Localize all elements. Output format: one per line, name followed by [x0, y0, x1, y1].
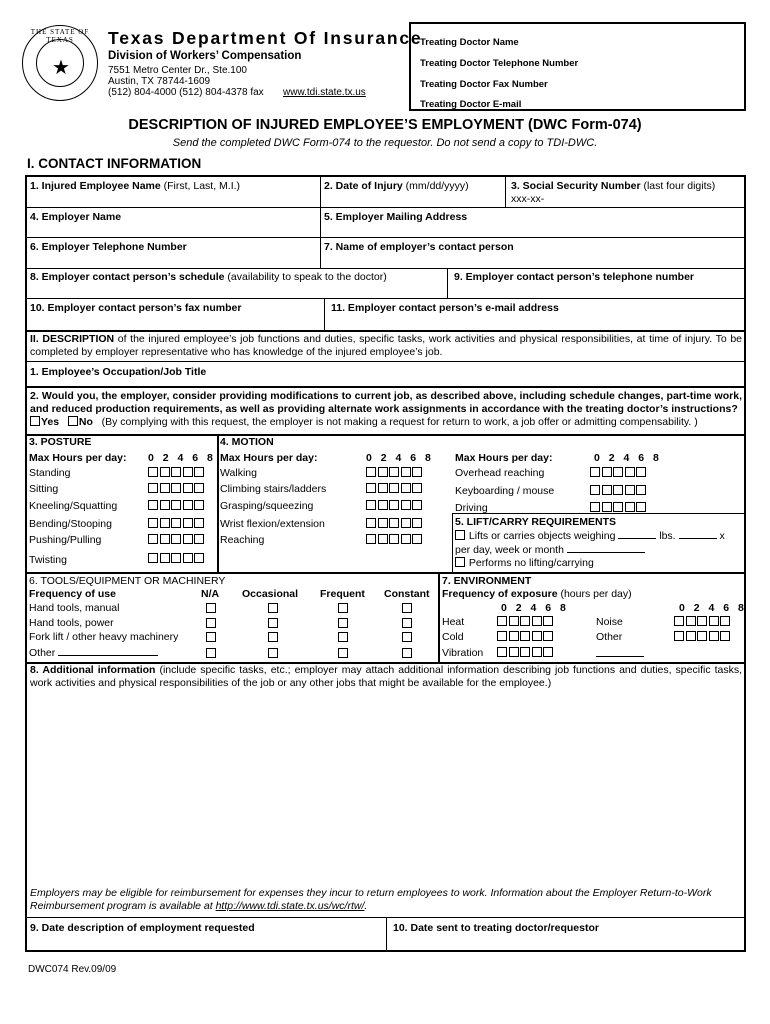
motion-hours-checkboxes — [366, 518, 424, 532]
hour-checkbox[interactable] — [366, 467, 376, 477]
no-checkbox[interactable] — [68, 416, 78, 426]
hour-checkbox[interactable] — [497, 647, 507, 657]
address-line-1: 7551 Metro Center Dr., Ste.100 — [108, 65, 247, 76]
divider — [27, 237, 744, 238]
hour-checkbox[interactable] — [720, 616, 730, 626]
env-hours-checkboxes — [674, 616, 732, 630]
tool-checkbox[interactable] — [206, 618, 216, 628]
hour-checkbox[interactable] — [160, 500, 170, 510]
hour-checkbox[interactable] — [171, 483, 181, 493]
no-label: No — [78, 416, 93, 428]
hour-checkbox[interactable] — [602, 467, 612, 477]
hour-checkbox[interactable] — [590, 502, 600, 512]
hour-checkbox[interactable] — [509, 616, 519, 626]
tool-checkbox[interactable] — [268, 603, 278, 613]
tool-checkbox[interactable] — [402, 632, 412, 642]
field-ssn[interactable]: 3. Social Security Number (last four digits) — [511, 180, 716, 192]
tools-item-label: Hand tools, manual — [29, 602, 120, 614]
seal-text: THE STATE OF TEXAS — [30, 28, 90, 44]
hour-checkbox[interactable] — [401, 534, 411, 544]
hour-checkbox[interactable] — [183, 518, 193, 528]
divider — [217, 434, 219, 572]
hour-checkbox[interactable] — [636, 467, 646, 477]
rtw-link[interactable]: http://www.tdi.state.tx.us/wc/rtw/ — [215, 900, 365, 912]
hour-checkbox[interactable] — [171, 518, 181, 528]
motion-label: Wrist flexion/extension — [220, 518, 325, 530]
hour-checkbox[interactable] — [686, 631, 696, 641]
hour-checkbox[interactable] — [412, 518, 422, 528]
other-env-blank[interactable] — [596, 656, 644, 657]
hour-checkbox[interactable] — [674, 631, 684, 641]
hour-checkbox[interactable] — [613, 485, 623, 495]
divider — [452, 513, 453, 572]
hour-checkbox[interactable] — [148, 534, 158, 544]
hour-checkbox[interactable] — [160, 483, 170, 493]
form-title: DESCRIPTION OF INJURED EMPLOYEE’S EMPLOYMENT (DWC Form-074) — [128, 117, 642, 133]
motion-scale: 0 2 4 6 8 — [366, 452, 434, 464]
reimbursement-note: Employers may be eligible for reimbursement for expenses they incur to return employees to work. Information about the Employer Return-to-Work Reimbursement program is available at http://www.tdi.state.tx.us/wc/rtw/. — [30, 887, 712, 912]
hour-checkbox[interactable] — [543, 616, 553, 626]
posture-max-hours: Max Hours per day: — [29, 452, 127, 464]
tool-checkbox[interactable] — [268, 632, 278, 642]
hour-checkbox[interactable] — [183, 483, 193, 493]
motion-label: Overhead reaching — [455, 467, 545, 479]
hour-checkbox[interactable] — [160, 534, 170, 544]
hour-checkbox[interactable] — [389, 518, 399, 528]
hour-checkbox[interactable] — [148, 500, 158, 510]
motion-label: Reaching — [220, 534, 265, 546]
hour-checkbox[interactable] — [590, 485, 600, 495]
posture-label: Kneeling/Squatting — [29, 500, 118, 512]
tool-checkbox[interactable] — [268, 618, 278, 628]
field-date-requested[interactable]: 9. Date description of employment requested — [30, 922, 255, 934]
hour-checkbox[interactable] — [389, 500, 399, 510]
hour-checkbox[interactable] — [378, 534, 388, 544]
hour-checkbox[interactable] — [602, 502, 612, 512]
additional-info-text: 8. Additional information (include specific tasks, etc.; employer may attach additional information describing job functions and duties, specific tasks, work activities and physical responsibilities of the job or any other jobs that might be available for the employee.) — [30, 664, 742, 689]
doctor-name-label: Treating Doctor Name — [420, 37, 519, 48]
hour-checkbox[interactable] — [183, 500, 193, 510]
hour-checkbox[interactable] — [697, 631, 707, 641]
hour-checkbox[interactable] — [160, 553, 170, 563]
hour-checkbox[interactable] — [509, 631, 519, 641]
hour-checkbox[interactable] — [532, 616, 542, 626]
environment-title: 7. ENVIRONMENT — [442, 575, 532, 587]
field-employer-address[interactable]: 5. Employer Mailing Address — [324, 211, 468, 223]
q2-modifications-question: 2. Would you, the employer, consider providing modifications to current job, as described above, including schedule changes, part-time work, and reduced production requirements, as well as providing alternate work assignments in accordance with the treating doctor’s instructions? — [30, 390, 742, 415]
env-scale-right: 0 2 4 6 8 — [679, 602, 747, 614]
divider — [320, 177, 321, 207]
hour-checkbox[interactable] — [543, 631, 553, 641]
hour-checkbox[interactable] — [171, 467, 181, 477]
hour-checkbox[interactable] — [366, 534, 376, 544]
hour-checkbox[interactable] — [412, 467, 422, 477]
doctor-fax-label: Treating Doctor Fax Number — [420, 79, 548, 90]
hour-checkbox[interactable] — [412, 483, 422, 493]
hour-checkbox[interactable] — [520, 631, 530, 641]
posture-label: Sitting — [29, 483, 59, 495]
yes-checkbox[interactable] — [30, 416, 40, 426]
tool-checkbox[interactable] — [402, 603, 412, 613]
hour-checkbox[interactable] — [148, 518, 158, 528]
division-name: Division of Workers’ Compensation — [108, 50, 302, 62]
tool-checkbox[interactable] — [268, 648, 278, 658]
field-employer-name[interactable]: 4. Employer Name — [30, 211, 122, 223]
hour-checkbox[interactable] — [148, 483, 158, 493]
hour-checkbox[interactable] — [194, 467, 204, 477]
motion-hours-checkboxes — [366, 534, 424, 548]
tool-checkbox[interactable] — [206, 632, 216, 642]
hour-checkbox[interactable] — [636, 502, 646, 512]
divider — [27, 268, 744, 269]
divider — [447, 268, 448, 298]
posture-label: Bending/Stooping — [29, 518, 112, 530]
additional-info-area[interactable] — [30, 691, 742, 883]
hour-checkbox[interactable] — [625, 502, 635, 512]
divider — [27, 386, 744, 388]
posture-scale: 0 2 4 6 8 — [148, 452, 216, 464]
hour-checkbox[interactable] — [194, 553, 204, 563]
hour-checkbox[interactable] — [401, 518, 411, 528]
divider — [452, 513, 744, 514]
hour-checkbox[interactable] — [625, 467, 635, 477]
field-injured-employee-name[interactable]: 1. Injured Employee Name (First, Last, M.I.) — [30, 180, 241, 192]
hour-checkbox[interactable] — [194, 483, 204, 493]
divider — [438, 572, 440, 662]
hour-checkbox[interactable] — [697, 616, 707, 626]
hour-checkbox[interactable] — [171, 534, 181, 544]
tool-checkbox[interactable] — [206, 648, 216, 658]
motion-title: 4. MOTION — [220, 436, 274, 448]
agency-title: Texas Department Of Insurance — [108, 28, 423, 48]
tools-title: 6. TOOLS/EQUIPMENT OR MACHINERY — [29, 575, 226, 587]
other-tool-blank[interactable] — [58, 655, 158, 656]
motion-label: Climbing stairs/ladders — [220, 483, 327, 495]
motion-hours-checkboxes — [366, 483, 424, 497]
divider — [386, 917, 387, 950]
tool-checkbox[interactable] — [402, 618, 412, 628]
hour-checkbox[interactable] — [412, 500, 422, 510]
motion-label: Driving — [455, 502, 488, 514]
hour-checkbox[interactable] — [378, 467, 388, 477]
posture-hours-checkboxes — [148, 500, 206, 514]
posture-label: Twisting — [29, 554, 67, 566]
hour-checkbox[interactable] — [160, 467, 170, 477]
tools-constant-header: Constant — [384, 588, 430, 600]
hour-checkbox[interactable] — [148, 467, 158, 477]
hour-checkbox[interactable] — [613, 502, 623, 512]
divider — [27, 298, 744, 299]
hour-checkbox[interactable] — [389, 467, 399, 477]
hour-checkbox[interactable] — [602, 485, 612, 495]
hour-checkbox[interactable] — [532, 647, 542, 657]
hour-checkbox[interactable] — [378, 483, 388, 493]
env-item-label: Other — [596, 631, 623, 643]
hour-checkbox[interactable] — [520, 616, 530, 626]
hour-checkbox[interactable] — [686, 616, 696, 626]
field-occupation[interactable]: 1. Employee’s Occupation/Job Title — [30, 366, 207, 378]
form-revision: DWC074 Rev.09/09 — [28, 964, 117, 975]
tools-frequency-header: Frequency of use — [29, 588, 116, 600]
hour-checkbox[interactable] — [171, 553, 181, 563]
hour-checkbox[interactable] — [509, 647, 519, 657]
divider — [27, 572, 744, 574]
yes-label: Yes — [41, 416, 60, 428]
env-item-label: Noise — [596, 616, 623, 628]
tools-na-header: N/A — [201, 588, 220, 600]
motion-label: Walking — [220, 467, 257, 479]
period-blank[interactable] — [567, 552, 645, 553]
posture-hours-checkboxes — [148, 518, 206, 532]
hour-checkbox[interactable] — [497, 631, 507, 641]
tool-checkbox[interactable] — [206, 603, 216, 613]
tool-checkbox[interactable] — [338, 603, 348, 613]
posture-hours-checkboxes — [148, 483, 206, 497]
divider — [27, 330, 744, 332]
tools-occasional-header: Occasional — [242, 588, 299, 600]
tool-checkbox[interactable] — [338, 618, 348, 628]
motion-max-hours: Max Hours per day: — [220, 452, 318, 464]
hour-checkbox[interactable] — [378, 500, 388, 510]
motion2-scale: 0 2 4 6 8 — [594, 452, 662, 464]
posture-title: 3. POSTURE — [29, 436, 92, 448]
posture-hours-checkboxes — [148, 534, 206, 548]
phone-line: (512) 804-4000 (512) 804-4378 fax — [108, 87, 264, 98]
tdi-website-link[interactable]: www.tdi.state.tx.us — [283, 87, 366, 98]
motion-hours-checkboxes — [590, 467, 648, 481]
field-contact-email[interactable]: 11. Employer contact person’s e-mail address — [331, 302, 559, 314]
divider — [27, 434, 744, 436]
divider — [27, 207, 744, 208]
hour-checkbox[interactable] — [401, 483, 411, 493]
posture-label: Pushing/Pulling — [29, 534, 102, 546]
hour-checkbox[interactable] — [636, 485, 646, 495]
motion-hours-checkboxes — [366, 467, 424, 481]
hour-checkbox[interactable] — [625, 485, 635, 495]
hour-checkbox[interactable] — [194, 518, 204, 528]
hour-checkbox[interactable] — [674, 616, 684, 626]
address-line-2: Austin, TX 78744-1609 — [108, 76, 211, 87]
q2-note: (By complying with this request, the employer is not making a request for return to work, a job offer or admitting compensability. ) — [101, 416, 698, 428]
hour-checkbox[interactable] — [532, 631, 542, 641]
tools-frequent-header: Frequent — [320, 588, 365, 600]
count-blank[interactable] — [679, 538, 717, 539]
field-contact-schedule[interactable]: 8. Employer contact person’s schedule (availability to speak to the doctor) — [30, 271, 387, 283]
hour-checkbox[interactable] — [366, 483, 376, 493]
hour-checkbox[interactable] — [183, 553, 193, 563]
motion-label: Grasping/squeezing — [220, 500, 314, 512]
environment-frequency: Frequency of exposure (hours per day) — [442, 588, 632, 600]
env-item-label: Cold — [442, 631, 464, 643]
hour-checkbox[interactable] — [160, 518, 170, 528]
hour-checkbox[interactable] — [183, 467, 193, 477]
tools-item-label: Hand tools, power — [29, 617, 114, 629]
tools-item-label: Fork lift / other heavy machinery — [29, 631, 179, 643]
texas-seal — [22, 25, 98, 101]
hour-checkbox[interactable] — [590, 467, 600, 477]
motion-hours-checkboxes — [590, 485, 648, 499]
q2-answer-row — [30, 416, 698, 428]
hour-checkbox[interactable] — [194, 534, 204, 544]
lift-weight-line: Lifts or carries objects weighing lbs. x — [455, 530, 725, 542]
hour-checkbox[interactable] — [366, 500, 376, 510]
lift-checkbox[interactable] — [455, 530, 465, 540]
hour-checkbox[interactable] — [613, 467, 623, 477]
hour-checkbox[interactable] — [543, 647, 553, 657]
field-employer-phone[interactable]: 6. Employer Telephone Number — [30, 241, 187, 253]
hour-checkbox[interactable] — [709, 631, 719, 641]
hour-checkbox[interactable] — [183, 534, 193, 544]
weight-blank[interactable] — [618, 538, 656, 539]
no-lifting-checkbox[interactable] — [455, 557, 465, 567]
field-contact-phone[interactable]: 9. Employer contact person’s telephone number — [454, 271, 694, 283]
env-hours-checkboxes — [497, 647, 555, 661]
tool-checkbox[interactable] — [402, 648, 412, 658]
hour-checkbox[interactable] — [171, 500, 181, 510]
ssn-prefix: xxx-xx- — [511, 193, 545, 205]
no-lifting-line: Performs no lifting/carrying — [455, 557, 594, 569]
divider — [27, 361, 744, 362]
hour-checkbox[interactable] — [720, 631, 730, 641]
form-body — [25, 175, 746, 952]
field-contact-fax[interactable]: 10. Employer contact person’s fax number — [30, 302, 242, 314]
seal-inner-ring — [36, 39, 84, 87]
hour-checkbox[interactable] — [366, 518, 376, 528]
motion-hours-checkboxes — [366, 500, 424, 514]
hour-checkbox[interactable] — [520, 647, 530, 657]
env-hours-checkboxes — [497, 631, 555, 645]
star-icon: ★ — [52, 57, 70, 79]
env-item-label: Vibration — [442, 647, 484, 659]
env-scale-left: 0 2 4 6 8 — [501, 602, 569, 614]
posture-hours-checkboxes — [148, 553, 206, 567]
divider — [505, 177, 506, 207]
env-item-label: Heat — [442, 616, 465, 628]
section-2-intro: II. DESCRIPTION of the injured employee’s job functions and duties, specific tasks, work activities and physical responsibilities, at time of injury. To be completed by employer representative who has knowledge of the injured employee’s job. — [30, 333, 742, 358]
tool-checkbox[interactable] — [338, 632, 348, 642]
tools-item-label-other: Other — [29, 647, 158, 659]
doctor-email-label: Treating Doctor E-mail — [420, 99, 522, 110]
doctor-phone-label: Treating Doctor Telephone Number — [420, 58, 579, 69]
hour-checkbox[interactable] — [709, 616, 719, 626]
form-instruction: Send the completed DWC Form-074 to the requestor. Do not send a copy to TDI-DWC. — [172, 137, 598, 149]
tool-checkbox[interactable] — [338, 648, 348, 658]
hour-checkbox[interactable] — [412, 534, 422, 544]
hour-checkbox[interactable] — [378, 518, 388, 528]
hour-checkbox[interactable] — [401, 500, 411, 510]
posture-label: Standing — [29, 467, 71, 479]
env-hours-checkboxes — [497, 616, 555, 630]
hour-checkbox[interactable] — [401, 467, 411, 477]
motion2-max-hours: Max Hours per day: — [455, 452, 553, 464]
env-hours-checkboxes — [674, 631, 732, 645]
hour-checkbox[interactable] — [194, 500, 204, 510]
treating-doctor-box — [409, 22, 746, 111]
posture-hours-checkboxes — [148, 467, 206, 481]
field-date-of-injury[interactable]: 2. Date of Injury (mm/dd/yyyy) — [324, 180, 469, 192]
hour-checkbox[interactable] — [497, 616, 507, 626]
field-contact-person[interactable]: 7. Name of employer’s contact person — [324, 241, 514, 253]
hour-checkbox[interactable] — [389, 534, 399, 544]
motion-label: Keyboarding / mouse — [455, 485, 555, 497]
hour-checkbox[interactable] — [389, 483, 399, 493]
lift-period-line: per day, week or month — [455, 544, 645, 556]
lift-carry-title: 5. LIFT/CARRY REQUIREMENTS — [455, 516, 617, 528]
field-date-sent[interactable]: 10. Date sent to treating doctor/requestor — [393, 922, 599, 934]
section-1-title: I. CONTACT INFORMATION — [27, 156, 202, 171]
divider — [324, 298, 325, 330]
hour-checkbox[interactable] — [148, 553, 158, 563]
